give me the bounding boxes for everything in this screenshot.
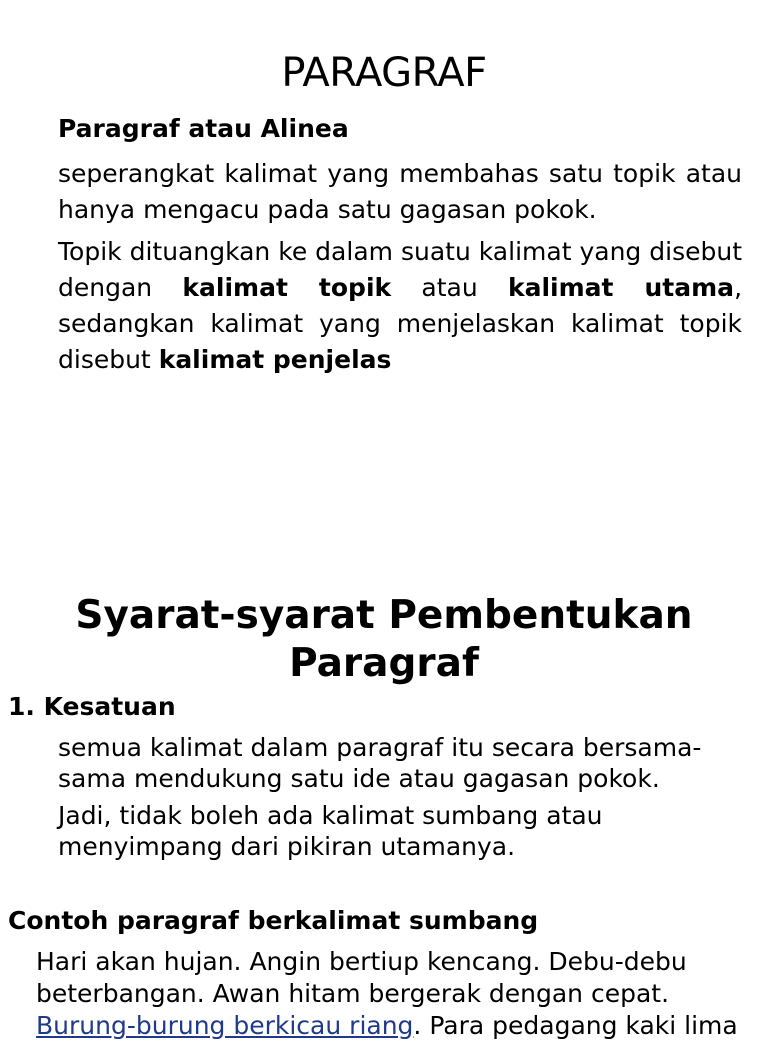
topic-text-1: Topik dituangkan ke dalam suatu kalimat yang disebut dengan (58, 237, 742, 302)
definition-paragraph: seperangkat kalimat yang membahas satu topik atau hanya mengacu pada satu gagasan pokok. (58, 159, 742, 224)
slide-syarat-paragraf (0, 580, 768, 1040)
example-text-2: . Para pedagang kaki lima (413, 1011, 738, 1040)
title-line-2: Paragraf (289, 641, 479, 686)
kesatuan-text-1: semua kalimat dalam paragraf itu secara bersama-sama mendukung satu ide atau gagasan pokok. (58, 733, 702, 793)
term-kalimat-utama: kalimat utama (507, 273, 735, 302)
topic-text-2: atau (391, 273, 508, 302)
slide-title (0, 592, 768, 688)
title-line-1: Syarat-syarat Pembentukan (75, 593, 693, 638)
term-kalimat-topik: kalimat topik (182, 273, 392, 302)
section-heading-kesatuan: 1. Kesatuan (8, 692, 176, 721)
off-topic-sentence: Burung-burung berkicau riang (36, 1011, 414, 1040)
example-paragraph (36, 946, 756, 1042)
kesatuan-text-2: Jadi, tidak boleh ada kalimat sumbang atau menyimpang dari pikiran utamanya. (58, 801, 603, 861)
topic-paragraph (58, 234, 742, 378)
slide-title: PARAGRAF (281, 50, 487, 96)
example-text-1: Hari akan hujan. Angin bertiup kencang. Debu-debu beterbangan. Awan hitam bergerak dengan cepat. (36, 947, 687, 1008)
example-heading: Contoh paragraf berkalimat sumbang (8, 906, 539, 935)
slide-subtitle: Paragraf atau Alinea (58, 114, 349, 143)
term-kalimat-penjelas: kalimat penjelas (158, 345, 392, 374)
topic-text-3: , sedangkan kalimat yang menjelaskan kalimat topik disebut (58, 273, 743, 374)
